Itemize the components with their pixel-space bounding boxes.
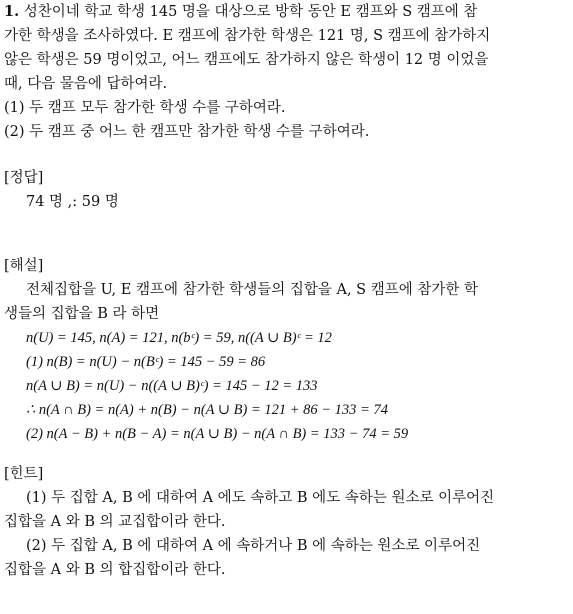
problem-line-2: 가한 학생을 조사하였다. E 캠프에 참가한 학생은 121 명, S 캠프에 참가하지 [4,28,491,44]
hint-heading: [힌트] [4,466,44,482]
explanation-heading: [해설] [4,258,44,274]
hint-line-3: (2) 두 집합 A, B 에 대하여 A 에 속하거나 B 에 속하는 원소로 이루어진 [26,538,481,554]
answer-heading: [정답] [4,170,44,186]
explanation-intro-1: 전체집합을 U, E 캠프에 참가한 학생들의 집합을 A, S 캠프에 참가한 학 [26,282,478,298]
explanation-intro-2: 생들의 집합을 B 라 하면 [4,306,160,322]
problem-line-1 [4,0,569,24]
hint-line-1: (1) 두 집합 A, B 에 대하여 A 에도 속하고 B 에도 속하는 원소로 이루어진 [26,490,495,506]
question-1: (1) 두 캠프 모두 참가한 학생 수를 구하여라. [4,100,286,116]
problem-number: 1. [4,3,20,20]
equation-3: n(A ∪ B) = n(U) − n((A ∪ B)ᶜ) = 145 − 12 = 133 [26,378,318,394]
problem-line-3: 않은 학생은 59 명이었고, 어느 캠프에도 참가하지 않은 학생이 12 명 이었을 [4,52,489,68]
question-2: (2) 두 캠프 중 어느 한 캠프만 참가한 학생 수를 구하여라. [4,124,370,140]
hint-line-2: 집합을 A 와 B 의 교집합이라 한다. [4,514,226,530]
problem-line-4: 때, 다음 물음에 답하여라. [4,76,168,92]
equation-4: ∴ n(A ∩ B) = n(A) + n(B) − n(A ∪ B) = 121 + 86 − 133 = 74 [26,402,388,418]
hint-line-4: 집합을 A 와 B 의 합집합이라 한다. [4,562,226,578]
equation-5: (2) n(A − B) + n(B − A) = n(A ∪ B) − n(A ∩ B) = 133 − 74 = 59 [26,426,409,442]
equation-1: n(U) = 145, n(A) = 121, n(bᶜ) = 59, n((A ∪ B)ᶜ = 12 [26,330,332,346]
equation-2: (1) n(B) = n(U) − n(Bᶜ) = 145 − 59 = 86 [26,354,266,370]
problem-text-1: 성찬이네 학교 학생 145 명을 대상으로 방학 동안 E 캠프와 S 캠프에 참 [23,4,478,20]
answer-text: 74 명 ,: 59 명 [26,194,119,210]
